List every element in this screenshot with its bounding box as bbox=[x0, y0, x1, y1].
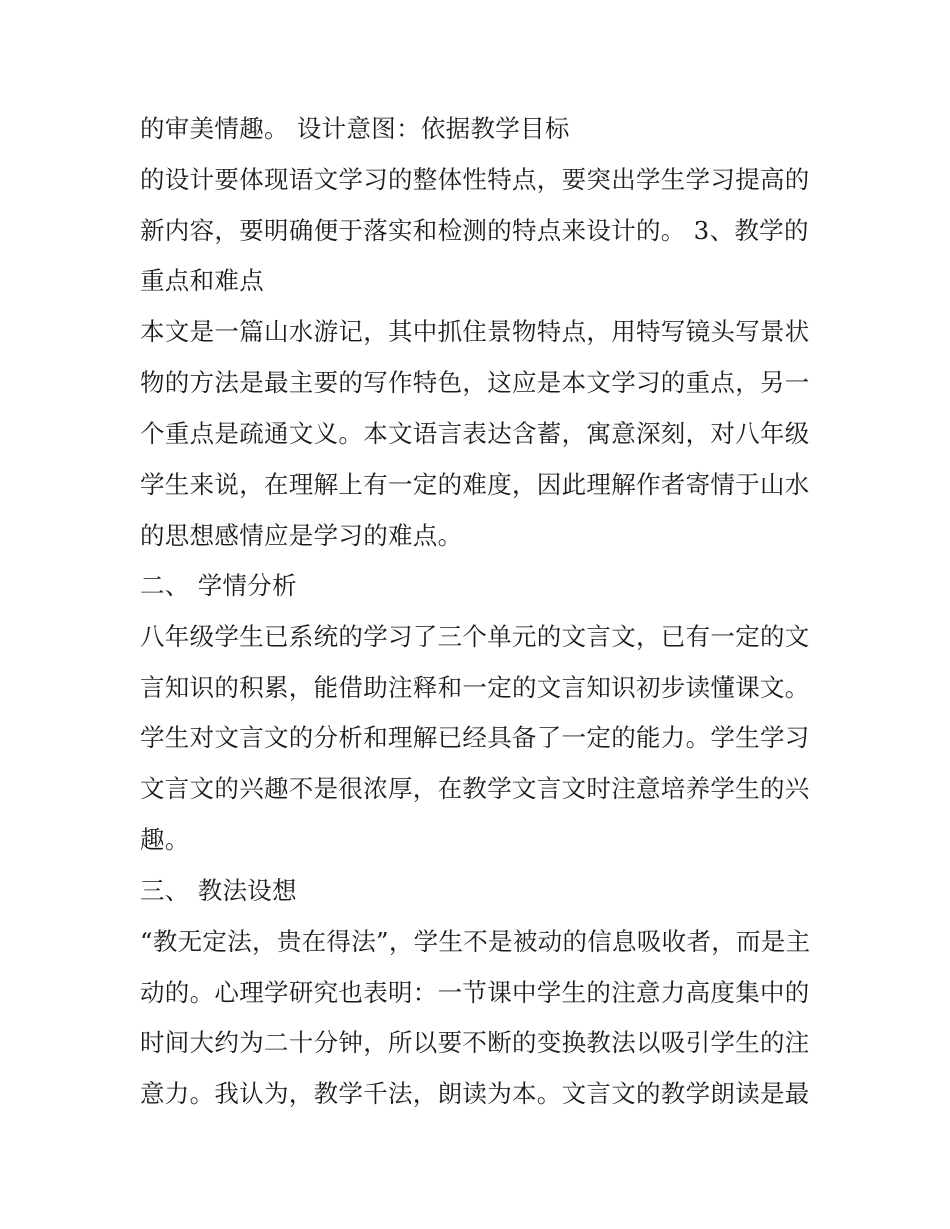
text-line: 学生来说，在理解上有一定的难度，因此理解作者寄情于山水 bbox=[140, 470, 810, 499]
text-line: 的思想感情应是学习的难点。 bbox=[140, 521, 463, 550]
text-line: 个重点是疏通文义。本文语言表达含蓄，寓意深刻，对八年级 bbox=[140, 419, 810, 448]
text-line: 文言文的兴趣不是很浓厚，在教学文言文时注意培养学生的兴 bbox=[140, 774, 810, 803]
text-line: 的审美情趣。 设计意图：依据教学目标 bbox=[140, 114, 570, 143]
text-line: 学生对文言文的分析和理解已经具备了一定的能力。学生学习 bbox=[140, 723, 810, 752]
text-line: 趣。 bbox=[140, 825, 190, 854]
text-line: 意力。我认为，教学千法，朗读为本。文言文的教学朗读是最 bbox=[140, 1079, 810, 1108]
text-line: 动的。心理学研究也表明：一节课中学生的注意力高度集中的 bbox=[140, 978, 810, 1007]
text-line: 言知识的积累，能借助注释和一定的文言知识初步读懂课文。 bbox=[140, 673, 810, 702]
text-line: 本文是一篇山水游记，其中抓住景物特点，用特写镜头写景状 bbox=[140, 317, 810, 346]
text-line: 物的方法是最主要的写作特色，这应是本文学习的重点，另一 bbox=[140, 368, 810, 397]
text-line: 时间大约为二十分钟，所以要不断的变换教法以吸引学生的注 bbox=[140, 1028, 810, 1057]
text-line: 的设计要体现语文学习的整体性特点，要突出学生学习提高的 bbox=[140, 165, 810, 194]
text-line: 八年级学生已系统的学习了三个单元的文言文，已有一定的文 bbox=[140, 622, 810, 651]
section-heading: 重点和难点 bbox=[140, 266, 264, 295]
section-heading: 三、 教法设想 bbox=[140, 876, 297, 905]
section-heading: 二、 学情分析 bbox=[140, 571, 297, 600]
text-line: “教无定法，贵在得法”，学生不是被动的信息吸收者，而是主 bbox=[140, 927, 811, 956]
text-line: 新内容，要明确便于落实和检测的特点来设计的。 3、教学的 bbox=[140, 216, 809, 245]
